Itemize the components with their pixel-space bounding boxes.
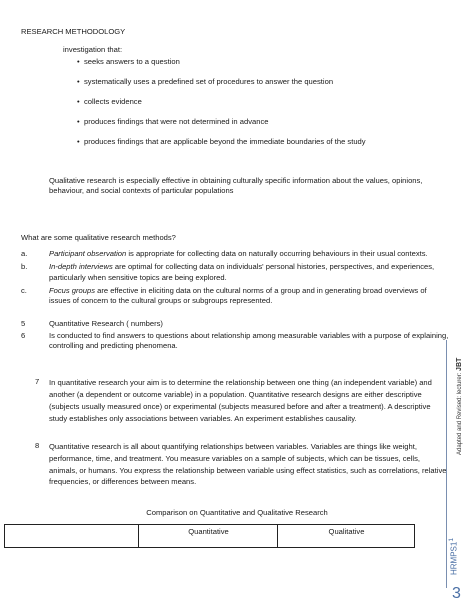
bullet-icon: • xyxy=(77,97,80,106)
bullet-icon: • xyxy=(77,57,80,66)
methods-question: What are some qualitative research methods? xyxy=(21,233,176,242)
item-text: Quantitative Research ( numbers) xyxy=(49,319,163,328)
bullet-icon: • xyxy=(77,137,80,146)
list-item xyxy=(77,77,366,97)
bullet-text: produces findings that were not determined in advance xyxy=(84,117,269,126)
bullet-icon: • xyxy=(77,117,80,126)
methods-list xyxy=(21,249,449,309)
list-marker: b. xyxy=(21,262,28,272)
method-term: Focus groups xyxy=(49,285,96,295)
bullet-text: systematically uses a predefined set of procedures to answer the question xyxy=(84,77,334,86)
list-item xyxy=(77,57,366,77)
item-number: 6 xyxy=(21,331,26,340)
list-item xyxy=(21,286,449,307)
item-text: Is conducted to find answers to questions about relationship among measurable variables with a purpose of explaining, controlling and predicting phenomena. xyxy=(49,331,449,351)
item-text: Quantitative research is all about quantifying relationships between variables. Variables are things like weight, performance, time, and treatment. You measure variables on a sample of subjects, which can be tissues, cells, animals, or humans. You express the relationship between variable using effect statistics, such as correlations, relative frequencies, or differences between means. xyxy=(49,442,447,487)
qualitative-paragraph: Qualitative research is especially effective in obtaining culturally specific information about the values, opinions, behaviour, and social contexts of particular populations xyxy=(49,176,423,196)
item-text: In quantitative research your aim is to determine the relationship between one thing (an independent variable) and another (a dependent or outcome variable) in a population. Quantitative research designs are either descriptive (subjects usually measured once) or experimental (subjects measured before and after a treatment). A descriptive study establishes only associations between variables. An experiment establishes causality. xyxy=(49,378,432,424)
item-number: 7 xyxy=(35,377,40,386)
list-item xyxy=(77,117,366,137)
table-column xyxy=(138,525,278,547)
bullet-text: collects evidence xyxy=(84,97,142,106)
comparison-table xyxy=(4,524,415,548)
table-column xyxy=(277,525,415,547)
item-number: 8 xyxy=(35,441,40,450)
list-item xyxy=(21,249,449,259)
bullet-list xyxy=(77,57,366,157)
method-text: are optimal for collecting data on individuals' personal histories, perspectives, and experiences, particularly when sensitive topics are being explored. xyxy=(49,262,435,282)
author-initials: JBT xyxy=(456,357,463,371)
comparison-title: Comparison on Quantitative and Qualitative Research xyxy=(146,508,328,517)
list-marker: a. xyxy=(21,249,28,258)
method-text: are effective in eliciting data on the cultural norms of a group and in generating broad overviews of issues of concern to the cultural groups or subgroups represented. xyxy=(49,285,427,305)
page-number: 3 xyxy=(452,585,461,602)
intro-text: investigation that: xyxy=(63,45,123,54)
bullet-text: produces findings that are applicable beyond the immediate boundaries of the study xyxy=(84,137,366,146)
method-text: is appropriate for collecting data on naturally occurring behaviours in their usual contexts. xyxy=(126,249,428,258)
list-marker: c. xyxy=(21,285,27,295)
list-item xyxy=(77,97,366,117)
list-item xyxy=(21,262,449,283)
adapted-text: Adapted and Revised: lecturer: xyxy=(457,372,463,455)
column-header-quantitative: Quantitative xyxy=(188,527,229,536)
item-number: 5 xyxy=(21,319,26,328)
course-code xyxy=(447,538,460,575)
bullet-text: seeks answers to a question xyxy=(84,57,180,66)
column-header-qualitative: Qualitative xyxy=(328,527,365,536)
list-item xyxy=(77,137,366,157)
section-heading: RESEARCH METHODOLOGY xyxy=(21,27,126,36)
adapted-by-note xyxy=(455,358,464,455)
method-term: In-depth interviews xyxy=(49,262,113,272)
bullet-icon: • xyxy=(77,77,80,86)
course-code-suffix: 1 xyxy=(448,537,455,542)
course-code-text: HRMPS1 xyxy=(449,541,459,575)
method-term: Participant observation xyxy=(49,249,127,258)
